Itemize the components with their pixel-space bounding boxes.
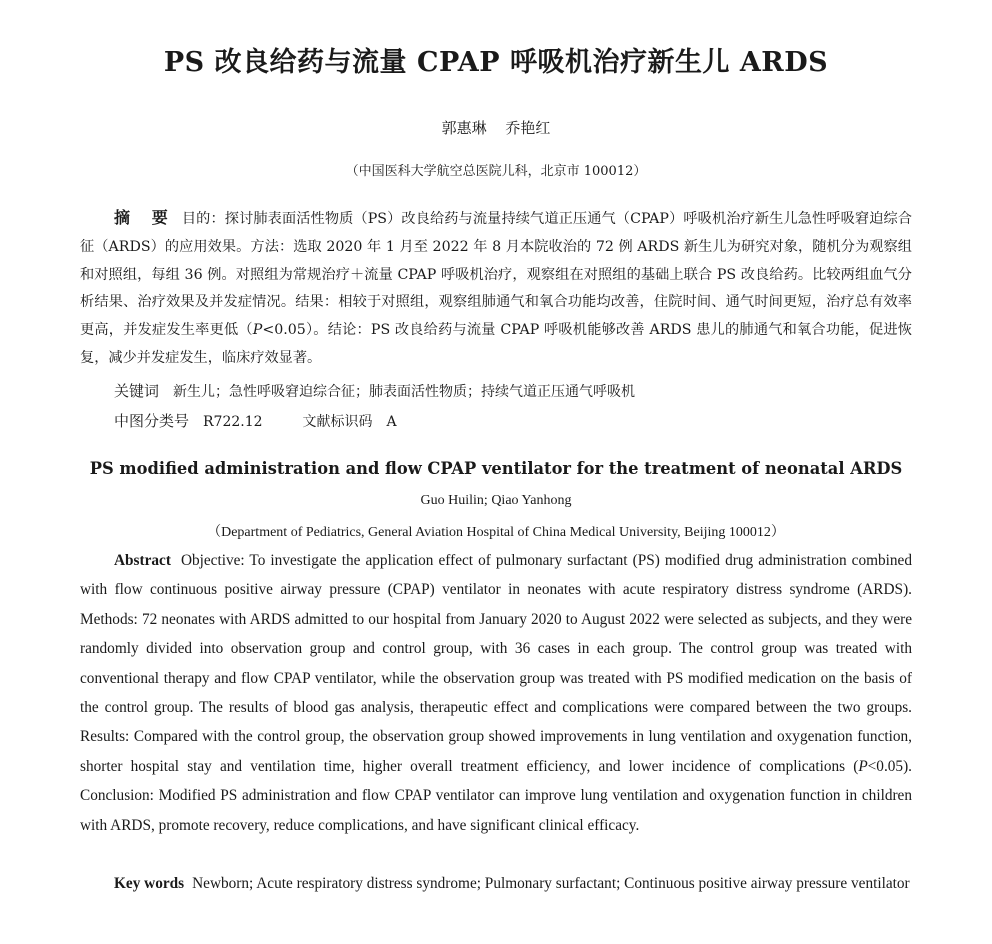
- chinese-abstract: [80, 204, 912, 373]
- english-title: PS modified administration and flow CPAP ventilator for the treatment of neonatal ARDS: [89, 459, 903, 478]
- chinese-title: PS 改良给药与流量 CPAP 呼吸机治疗新生儿 ARDS: [163, 47, 829, 78]
- doc-code-label: 文献标识码: [302, 414, 373, 430]
- english-abstract: [80, 546, 912, 840]
- chinese-authors: 郭惠琳 乔艳红: [441, 119, 551, 137]
- clc-label: 中图分类号: [114, 412, 190, 430]
- chinese-keywords: [114, 380, 912, 401]
- chinese-abstract-label: 摘 要: [114, 208, 176, 227]
- english-keywords: [80, 869, 912, 898]
- chinese-keywords-label: 关键词: [114, 382, 160, 400]
- classification-line: [114, 410, 912, 431]
- english-affiliation: （Department of Pediatrics, General Aviation Hospital of China Medical University, Beijing 100012）: [207, 525, 785, 540]
- clc-value: R722.12: [203, 414, 263, 430]
- english-abstract-tail: <0.05). Conclusion: Modified PS administration and flow CPAP ventilator can improve lung ventilation and oxygenation function in children with ARDS, promote recovery, reduce complications, and have significant clinical efficacy.: [80, 757, 912, 834]
- chinese-p-symbol: P: [252, 322, 263, 339]
- doc-code-value: A: [386, 414, 397, 430]
- english-keywords-label: Key words: [114, 875, 185, 892]
- chinese-abstract-tail: <0.05）。结论：PS 改良给药与流量 CPAP 呼吸机能够改善 ARDS 患儿的肺通气和氧合功能，促进恢复，减少并发症发生，临床疗效显著。: [80, 322, 912, 366]
- chinese-affiliation: （中国医科大学航空总医院儿科，北京市 100012）: [345, 164, 647, 179]
- english-abstract-text: Objective: To investigate the application effect of pulmonary surfactant (PS) modified drug administration combined with flow continuous positive airway pressure (CPAP) ventilator in neonates with acute respiratory distress syndrome (ARDS). Methods: 72 neonates with ARDS admitted to our hospital from January 2020 to August 2022 were selected as subjects, and they were randomly divided into observation group and control group, with 36 cases in each group. The control group was treated with conventional therapy and flow CPAP ventilator, while the observation group was treated with PS modified medication on the basis of the control group. The results of blood gas analysis, therapeutic effect and complications were compared between the two groups. Results: Compared with the control group, the observation group showed improvements in lung ventilation and oxygenation function, shorter hospital stay and ventilation time, higher overall treatment efficiency, and lower incidence of complications (: [80, 552, 912, 775]
- english-authors: Guo Huilin; Qiao Yanhong: [420, 493, 572, 508]
- english-p-symbol: P: [858, 757, 868, 775]
- english-keywords-value: Newborn; Acute respiratory distress syndrome; Pulmonary surfactant; Continuous positive airway pressure ventilator: [192, 875, 910, 892]
- chinese-keywords-value: 新生儿；急性呼吸窘迫综合征；肺表面活性物质；持续气道正压通气呼吸机: [173, 384, 636, 400]
- english-abstract-label: Abstract: [114, 552, 171, 569]
- chinese-abstract-text: 目的：探讨肺表面活性物质（PS）改良给药与流量持续气道正压通气（CPAP）呼吸机治疗新生儿急性呼吸窘迫综合征（ARDS）的应用效果。方法：选取 2020 年 1 月至 2022 年 8 月本院收治的 72 例 ARDS 新生儿为研究对象，随机分为观察组和对照组，每组 36 例。对照组为常规治疗＋流量 CPAP 呼吸机治疗，观察组在对照组的基础上联合 PS 改良给药。比较两组血气分析结果、治疗效果及并发症情况。结果：相较于对照组，观察组肺通气和氧合功能均改善，住院时间、通气时间更短，治疗总有效率更高，并发症发生率更低（: [80, 211, 912, 339]
